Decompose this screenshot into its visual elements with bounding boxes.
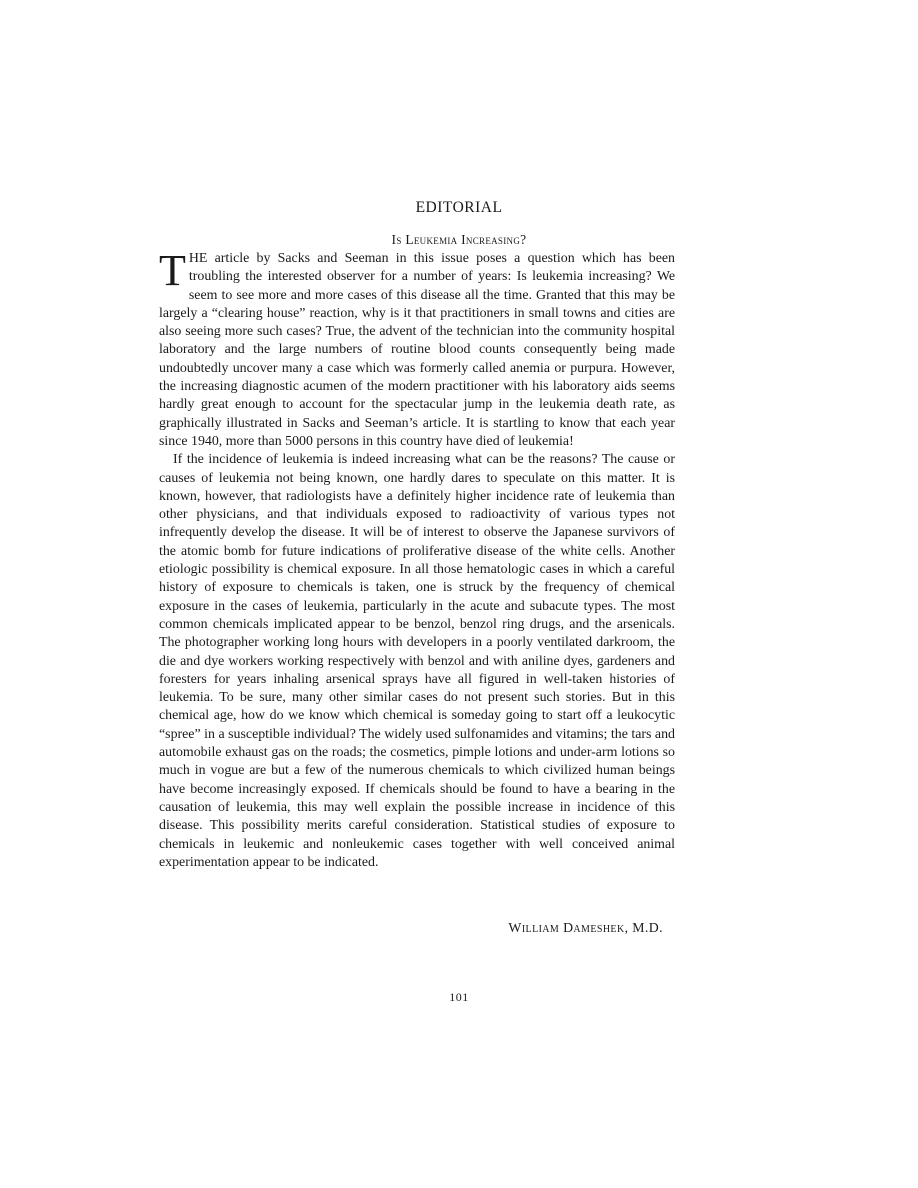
article-subtitle: Is Leukemia Increasing? bbox=[391, 232, 527, 247]
article-body bbox=[159, 246, 675, 872]
paragraph-1 bbox=[159, 246, 675, 451]
page-number: 101 bbox=[449, 990, 469, 1004]
paragraph-1-text: HE article by Sacks and Seeman in this issue poses a question which has been troubling the interested observer for a number of years: Is leukemia increasing? We seem to see more and more cases of this disease all the time. Granted that this may be largely a “clearing house” reaction, why is it that practitioners in small towns and cities are also seeing more such cases? True, the advent of the technician into the community hospital laboratory and the large numbers of routine blood counts consequently being made undoubtedly uncover many a case which was formerly called anemia or purpura. However, the increasing diagnostic acumen of the modern practitioner with his laboratory aids seems hardly great enough to account for the spectacular jump in the leukemia death rate, as graphically illustrated in Sacks and Seeman’s article. It is startling to know that each year since 1940, more than 5000 persons in this country have died of leukemia! bbox=[159, 251, 675, 449]
author-signature: William Dameshek, M.D. bbox=[508, 920, 663, 935]
drop-cap: T bbox=[159, 246, 186, 295]
paragraph-2: If the incidence of leukemia is indeed increasing what can be the reasons? The cause or causes of leukemia not being known, one hardly dares to speculate on this matter. It is known, however, that radiologists have a definitely higher incidence rate of leukemia than other physicians, and that individuals exposed to radioactivity of various types not infrequently develop the disease. It will be of interest to observe the Japanese survivors of the atomic bomb for future indications of proliferative disease of the white cells. Another etiologic possibility is chemical exposure. In all those hematologic cases in which a careful history of exposure to chemicals is taken, one is struck by the frequency of chemical exposure in the cases of leukemia, particularly in the acute and subacute types. The most common chemicals implicated appear to be benzol, benzol ring drugs, and the arsenicals. The photographer working long hours with developers in a poorly ventilated darkroom, the die and dye workers working respectively with benzol and with aniline dyes, gardeners and foresters for years inhaling arsenical sprays have all figured in well-taken histories of leukemia. To be sure, many other similar cases do not present such stories. But in this chemical age, how do we know which chemical is someday going to start off a leukocytic “spree” in a susceptible individual? The widely used sulfonamides and vitamins; the tars and automobile exhaust gas on the roads; the cosmetics, pimple lotions and under-arm lotions so much in vogue are but a few of the numerous chemicals to which civilized human beings have become increasingly exposed. If chemicals should be found to have a bearing in the causation of leukemia, this may well explain the possible increase in incidence of this disease. This possibility merits careful consideration. Statistical studies of exposure to chemicals in leukemic and nonleukemic cases together with well conceived animal experimentation appear to be indicated. bbox=[159, 452, 675, 870]
editorial-heading: EDITORIAL bbox=[415, 199, 503, 216]
